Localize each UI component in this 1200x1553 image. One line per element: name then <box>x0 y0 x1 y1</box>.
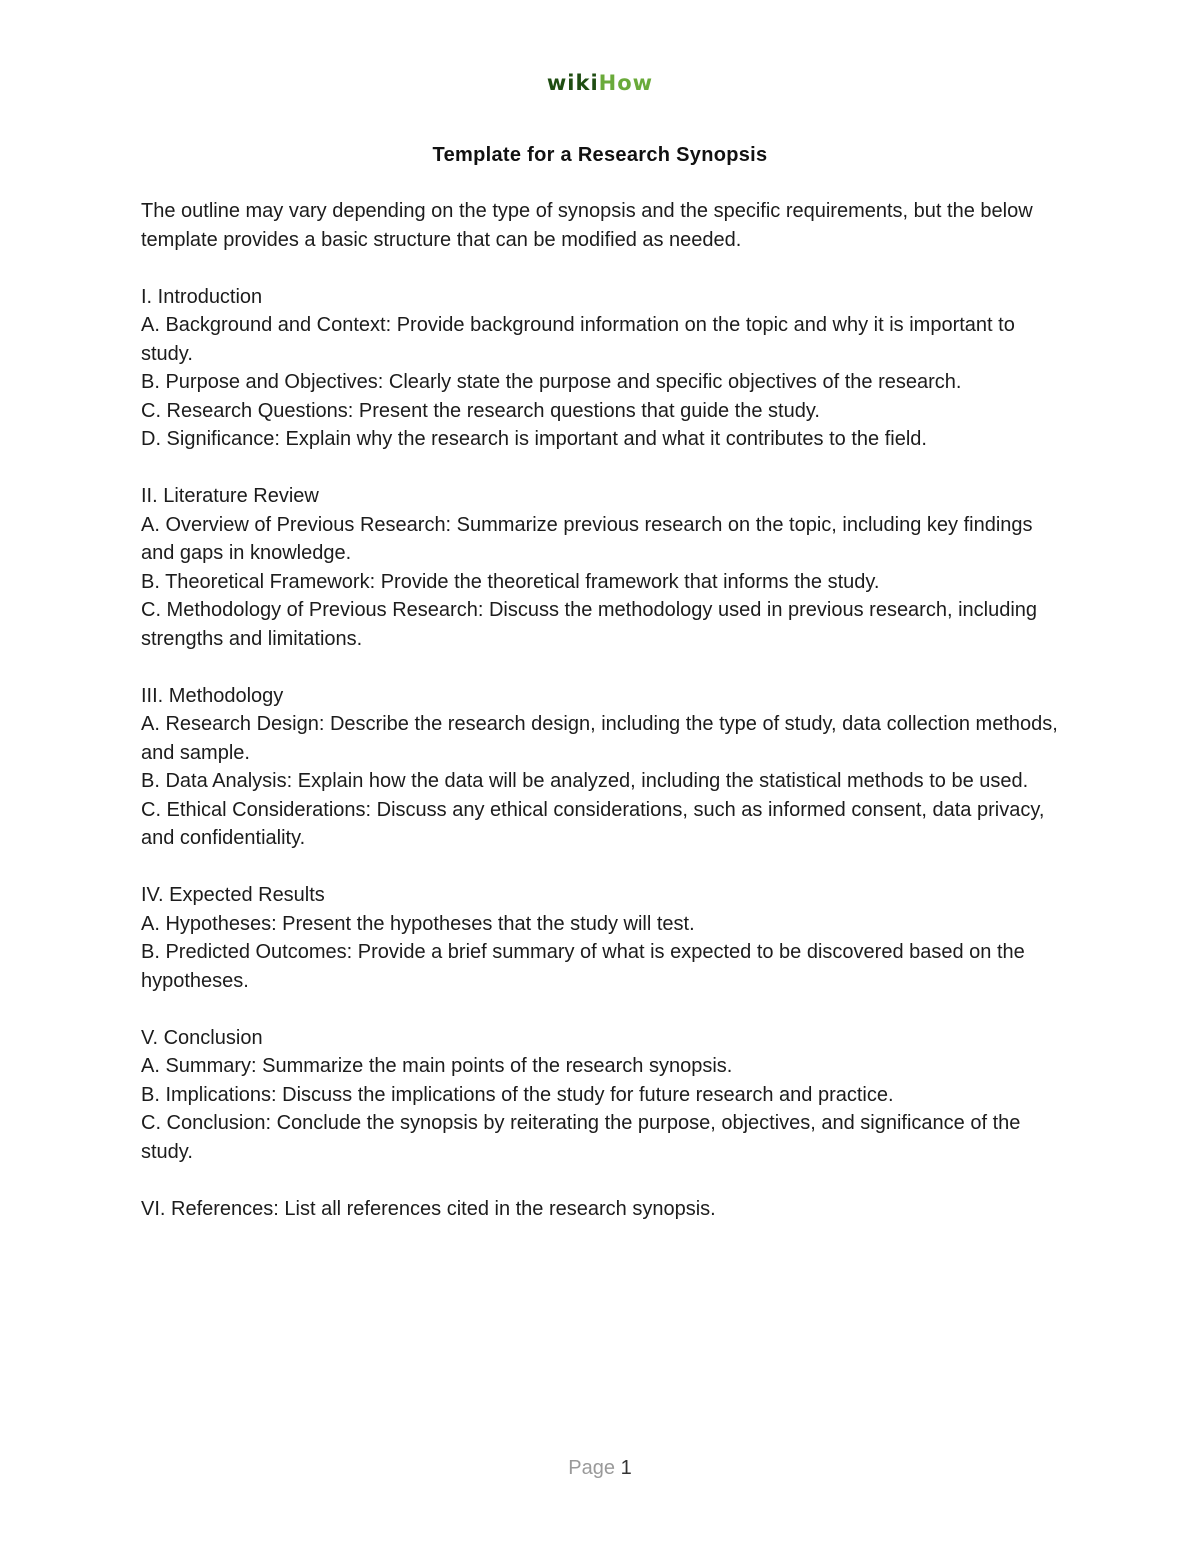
paragraph-gap <box>141 254 1066 283</box>
page-label: Page <box>568 1457 616 1479</box>
section-conclusion <box>141 1024 1066 1167</box>
logo-wiki-text: wiki <box>546 71 599 95</box>
section-item: B. Predicted Outcomes: Provide a brief summary of what is expected to be discovered based on the hypotheses. <box>141 941 1025 992</box>
section-heading: I. Introduction <box>141 285 263 308</box>
section-references: VI. References: List all references cited in the research synopsis. <box>141 1197 716 1220</box>
section-item: C. Methodology of Previous Research: Discuss the methodology used in previous research, including strengths and limitations. <box>141 599 1038 650</box>
section-item: A. Research Design: Describe the research design, including the type of study, data collection methods, and sample. <box>141 713 1058 764</box>
section-item: B. Theoretical Framework: Provide the theoretical framework that informs the study. <box>141 570 880 593</box>
intro-paragraph: The outline may vary depending on the type of synopsis and the specific requirements, but the below template provides a basic structure that can be modified as needed. <box>141 200 1033 251</box>
paragraph-gap <box>141 454 1066 483</box>
document-body <box>141 197 1066 1223</box>
section-item: A. Background and Context: Provide background information on the topic and why it is important to study. <box>141 314 1015 365</box>
section-introduction <box>141 283 1066 454</box>
page-footer <box>0 1454 1200 1482</box>
section-item: A. Hypotheses: Present the hypotheses that the study will test. <box>141 912 695 935</box>
section-item: D. Significance: Explain why the research is important and what it contributes to the field. <box>141 428 927 450</box>
section-item: C. Conclusion: Conclude the synopsis by reiterating the purpose, objectives, and significance of the study. <box>141 1112 1021 1163</box>
section-item: C. Research Questions: Present the research questions that guide the study. <box>141 399 820 422</box>
section-item: A. Overview of Previous Research: Summarize previous research on the topic, including key findings and gaps in knowledge. <box>141 513 1033 564</box>
section-item: C. Ethical Considerations: Discuss any ethical considerations, such as informed consent, data privacy, and confidentiality. <box>141 798 1045 849</box>
page-number: 1 <box>620 1457 632 1479</box>
section-heading: III. Methodology <box>141 684 284 707</box>
section-item: A. Summary: Summarize the main points of the research synopsis. <box>141 1055 733 1077</box>
section-item: B. Data Analysis: Explain how the data will be analyzed, including the statistical methods to be used. <box>141 770 1029 792</box>
section-item: B. Purpose and Objectives: Clearly state the purpose and specific objectives of the research. <box>141 371 962 393</box>
section-heading: II. Literature Review <box>141 485 319 507</box>
paragraph-gap <box>141 653 1066 682</box>
logo-how-text: How <box>598 71 654 95</box>
document-title: Template for a Research Synopsis <box>432 144 768 166</box>
paragraph-gap <box>141 995 1066 1024</box>
section-heading: V. Conclusion <box>141 1026 263 1049</box>
paragraph-gap <box>141 1166 1066 1195</box>
paragraph-gap <box>141 853 1066 882</box>
section-heading: IV. Expected Results <box>141 884 325 906</box>
section-expected-results <box>141 881 1066 995</box>
section-methodology <box>141 682 1066 853</box>
wikihow-logo <box>0 68 1200 98</box>
section-item: B. Implications: Discuss the implications of the study for future research and practice. <box>141 1083 894 1106</box>
section-literature-review <box>141 482 1066 653</box>
